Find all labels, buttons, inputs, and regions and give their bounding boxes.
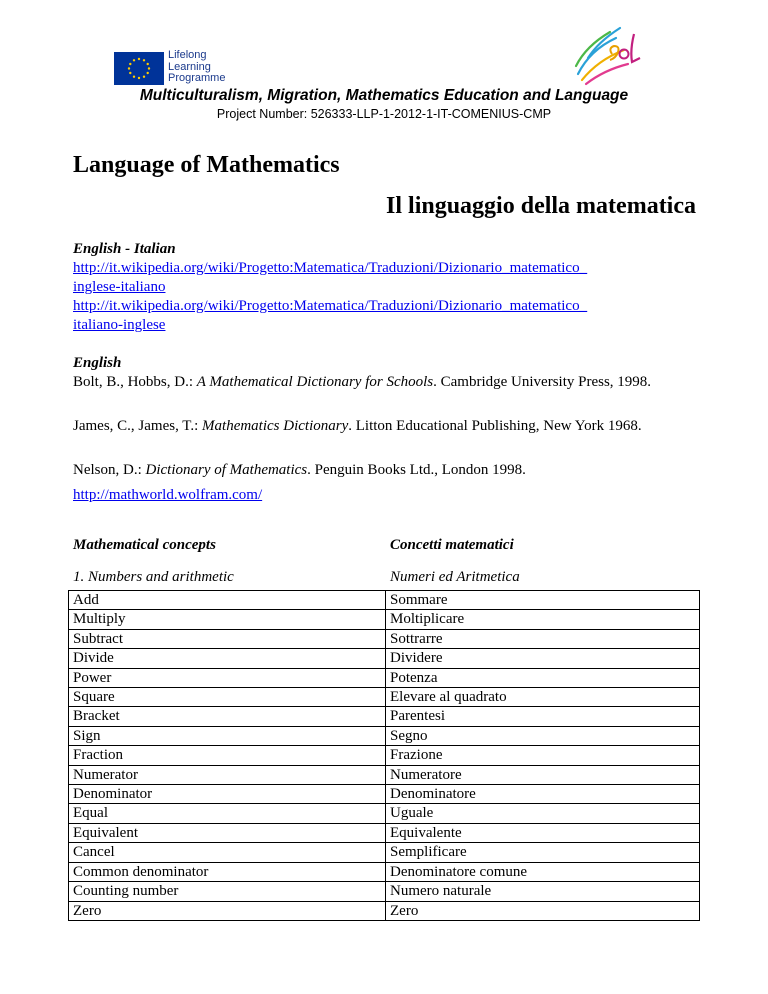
eu-flag-logo: [114, 52, 164, 85]
table-row: [69, 668, 700, 687]
term-english: Divide: [69, 649, 386, 668]
section-heading-english-italian: English - Italian: [73, 241, 176, 257]
table-row: [69, 901, 700, 920]
term-english: Bracket: [69, 707, 386, 726]
term-english: Numerator: [69, 765, 386, 784]
table-row: [69, 882, 700, 901]
term-italian: Uguale: [386, 804, 700, 823]
term-italian: Dividere: [386, 649, 700, 668]
ref-publisher: . Litton Educational Publishing, New York 1968.: [348, 418, 642, 434]
wiki-link-inglese-italiano[interactable]: [73, 260, 587, 295]
table-row: [69, 785, 700, 804]
vocabulary-table: [68, 590, 700, 921]
term-english: Zero: [69, 901, 386, 920]
term-english: Subtract: [69, 629, 386, 648]
term-italian: Denominatore comune: [386, 862, 700, 881]
term-italian: Zero: [386, 901, 700, 920]
term-italian: Semplificare: [386, 843, 700, 862]
term-italian: Frazione: [386, 746, 700, 765]
english-section-heading: [73, 354, 695, 373]
mathworld-link[interactable]: http://mathworld.wolfram.com/: [73, 487, 263, 503]
llp-line: Lifelong: [168, 49, 207, 61]
ref-title: Mathematics Dictionary: [202, 418, 349, 434]
term-english: Multiply: [69, 610, 386, 629]
english-italian-section: [73, 240, 695, 335]
term-italian: Segno: [386, 726, 700, 745]
term-italian: Numero naturale: [386, 882, 700, 901]
ref-title: A Mathematical Dictionary for Schools: [196, 374, 434, 390]
table-row: [69, 726, 700, 745]
ref-authors: James, C., James, T.:: [73, 418, 203, 434]
col-heading-italian: Concetti matematici: [390, 537, 514, 553]
section-heading-english: English: [73, 355, 122, 371]
table-row: [69, 823, 700, 842]
term-italian: Equivalente: [386, 823, 700, 842]
link-line: italiano-inglese: [73, 317, 166, 333]
wiki-link-italiano-inglese[interactable]: [73, 298, 587, 333]
table-row: [69, 649, 700, 668]
term-italian: Parentesi: [386, 707, 700, 726]
ref-publisher: . Cambridge University Press, 1998.: [433, 374, 652, 390]
ref-authors: Bolt, B., Hobbs, D.:: [73, 374, 197, 390]
llp-line: Programme: [168, 72, 226, 84]
term-english: Square: [69, 688, 386, 707]
table-row: [69, 591, 700, 610]
table-row: [69, 746, 700, 765]
link-line: inglese-italiano: [73, 279, 166, 295]
llp-line: Learning: [168, 60, 211, 73]
table-row: [69, 610, 700, 629]
term-italian: Potenza: [386, 668, 700, 687]
reference-entry: [73, 461, 713, 481]
page-header: [0, 0, 768, 120]
link-line: http://it.wikipedia.org/wiki/Progetto:Matematica/Traduzioni/Dizionario_matematico_: [73, 260, 588, 276]
table-row: [69, 843, 700, 862]
table-row: [69, 862, 700, 881]
section-numbers-italian: Numeri ed Aritmetica: [390, 569, 520, 585]
link-line: http://it.wikipedia.org/wiki/Progetto:Matematica/Traduzioni/Dizionario_matematico_: [73, 298, 588, 314]
term-english: Cancel: [69, 843, 386, 862]
eu-stars-icon: [114, 52, 164, 85]
project-title: Multiculturalism, Migration, Mathematics Education and Language: [139, 87, 629, 104]
term-english: Sign: [69, 726, 386, 745]
ref-publisher: . Penguin Books Ltd., London 1998.: [307, 462, 526, 478]
term-english: Denominator: [69, 785, 386, 804]
term-italian: Moltiplicare: [386, 610, 700, 629]
term-english: Counting number: [69, 882, 386, 901]
reference-entry: [73, 373, 713, 393]
term-english: Equivalent: [69, 823, 386, 842]
term-english: Power: [69, 668, 386, 687]
term-italian: Sommare: [386, 591, 700, 610]
term-italian: Sottrarre: [386, 629, 700, 648]
table-row: [69, 707, 700, 726]
vocabulary-table-body: [69, 591, 700, 921]
lifelong-learning-programme-label: [168, 50, 225, 85]
term-italian: Numeratore: [386, 765, 700, 784]
table-row: [69, 804, 700, 823]
ref-title: Dictionary of Mathematics: [145, 462, 308, 478]
table-row: [69, 688, 700, 707]
term-italian: Denominatore: [386, 785, 700, 804]
page-subtitle: Il linguaggio della matematica: [386, 193, 696, 219]
project-number: Project Number: 526333-LLP-1-2012-1-IT-COMENIUS-CMP: [216, 107, 552, 121]
term-english: Equal: [69, 804, 386, 823]
page-title: Language of Mathematics: [73, 152, 340, 178]
mathworld-link-row: [73, 486, 695, 505]
reference-entry: [73, 417, 713, 437]
term-italian: Elevare al quadrato: [386, 688, 700, 707]
col-heading-english: Mathematical concepts: [73, 537, 216, 553]
term-english: Fraction: [69, 746, 386, 765]
eol-logo: [568, 20, 654, 92]
table-row: [69, 765, 700, 784]
section-numbers-english: 1. Numbers and arithmetic: [73, 569, 234, 585]
term-english: Common denominator: [69, 862, 386, 881]
term-english: Add: [69, 591, 386, 610]
table-row: [69, 629, 700, 648]
ref-authors: Nelson, D.:: [73, 462, 146, 478]
